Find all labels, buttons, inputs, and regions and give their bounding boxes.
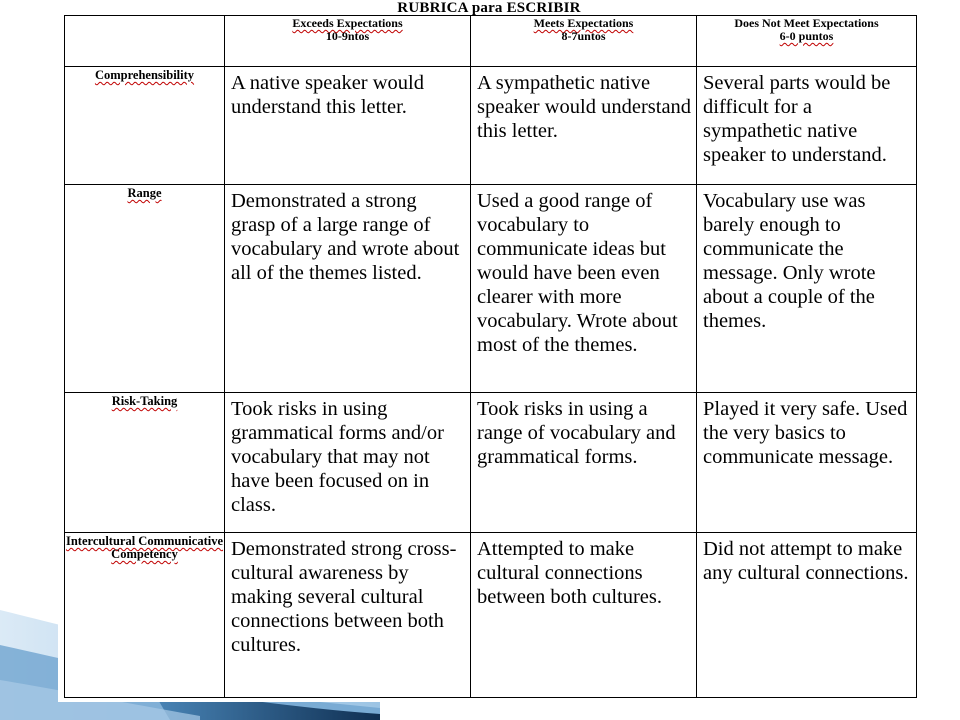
- table-cell: Did not attempt to make any cultural connections.: [697, 533, 917, 698]
- table-cell: A sympathetic native speaker would understand this letter.: [471, 67, 697, 185]
- column-header-label: Exceeds Expectations: [292, 16, 403, 30]
- header-row: [65, 16, 917, 67]
- rubric-title: RUBRICA para ESCRIBIR: [397, 0, 581, 16]
- table-cell: Used a good range of vocabulary to communicate ideas but would have been even clearer with more vocabulary. Wrote about most of the themes.: [471, 185, 697, 393]
- row-label-range: Range: [65, 185, 225, 393]
- table-cell: Several parts would be difficult for a sympathetic native speaker to understand.: [697, 67, 917, 185]
- column-header-points: 8-7untos: [561, 29, 606, 43]
- row-label-intercultural: Intercultural Communicative Competency: [65, 533, 225, 698]
- table-cell: Took risks in using a range of vocabulary and grammatical forms.: [471, 393, 697, 533]
- column-header-label: Does Not Meet Expectations: [734, 16, 879, 30]
- table-row: [65, 67, 917, 185]
- rubric-table: [64, 15, 917, 698]
- row-label-comprehensibility: Comprehensibility: [65, 67, 225, 185]
- table-cell: Vocabulary use was barely enough to communicate the message. Only wrote about a couple of the themes.: [697, 185, 917, 393]
- table-cell: A native speaker would understand this letter.: [225, 67, 471, 185]
- column-header-points: 10-9ntos: [325, 29, 370, 43]
- column-header-meets: [471, 16, 697, 67]
- rubric-document: [58, 0, 920, 702]
- table-cell: Played it very safe. Used the very basics to communicate message.: [697, 393, 917, 533]
- table-cell: Attempted to make cultural connections between both cultures.: [471, 533, 697, 698]
- table-cell: Demonstrated strong cross-cultural awareness by making several cultural connections between both cultures.: [225, 533, 471, 698]
- column-header-label: Meets Expectations: [533, 16, 634, 30]
- row-label-risk-taking: Risk-Taking: [65, 393, 225, 533]
- table-row: [65, 393, 917, 533]
- column-header-does-not-meet: [697, 16, 917, 67]
- table-row: [65, 185, 917, 393]
- column-header-points: 6-0 puntos: [779, 29, 834, 43]
- column-header-exceeds: [225, 16, 471, 67]
- table-cell: Took risks in using grammatical forms and/or vocabulary that may not have been focused on in class.: [225, 393, 471, 533]
- corner-cell: [65, 16, 225, 67]
- table-cell: Demonstrated a strong grasp of a large range of vocabulary and wrote about all of the themes listed.: [225, 185, 471, 393]
- table-row: [65, 533, 917, 698]
